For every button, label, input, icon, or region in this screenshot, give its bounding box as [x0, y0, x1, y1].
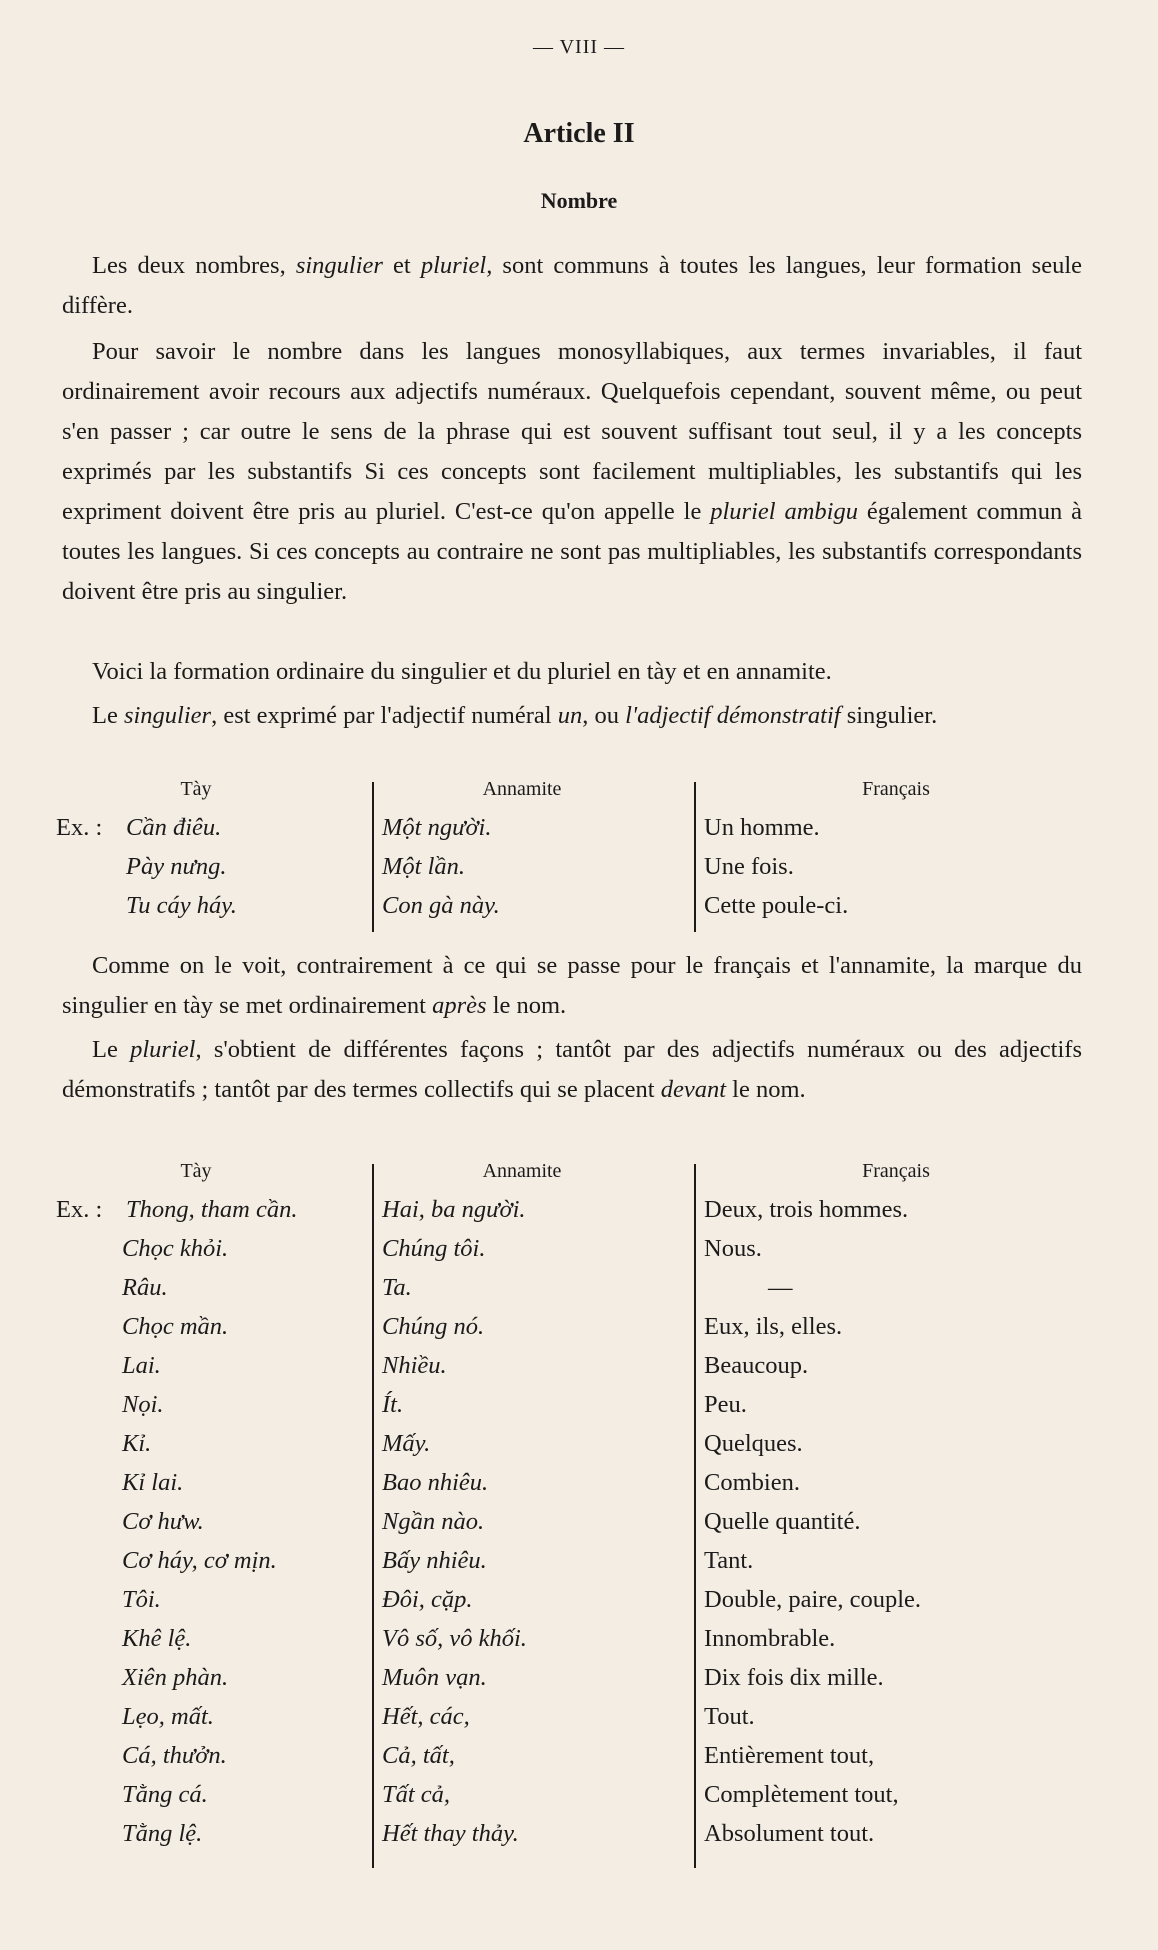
cell-tay: Chọc khỏi. [122, 1235, 229, 1262]
paragraph-3: Voici la formation ordinaire du singulier et du pluriel en tày et en annamite. [92, 658, 832, 685]
cell-annamite: Bấy nhiêu. [382, 1547, 487, 1574]
cell-tay: Tu cáy háy. [126, 892, 237, 919]
section-title: Nombre [540, 188, 618, 213]
cell-tay: Tằng lệ. [122, 1820, 203, 1847]
table-row [56, 1313, 1086, 1352]
cell-tay: Pày nưng. [126, 853, 227, 880]
header-francais: Français [862, 778, 930, 800]
cell-francais: Combien. [704, 1469, 800, 1496]
cell-francais: Un homme. [704, 814, 820, 841]
ex-label: Ex. : [56, 814, 103, 841]
cell-francais: Eux, ils, elles. [704, 1313, 843, 1340]
header-tay: Tày [180, 778, 212, 800]
singular-table [56, 778, 1086, 931]
cell-annamite: Con gà này. [382, 892, 500, 919]
table-header [56, 1160, 1086, 1196]
cell-annamite: Nhiều. [382, 1352, 447, 1379]
table-row [56, 814, 1086, 853]
cell-annamite: Ta. [382, 1274, 412, 1301]
paragraph-6: Le pluriel, s'obtient de différentes façons ; tantôt par des adjectifs numéraux ou des adjectifs démonstratifs ; tantôt par des termes collectifs qui se placent devant le nom. [62, 1036, 1082, 1103]
cell-francais: Tout. [704, 1703, 755, 1730]
cell-francais: — [768, 1274, 793, 1301]
cell-tay: Thong, tham cần. [126, 1196, 298, 1223]
cell-annamite: Chúng nó. [382, 1313, 485, 1340]
table-row [56, 853, 1086, 892]
table-row [56, 1430, 1086, 1469]
cell-tay: Cơ háy, cơ mịn. [122, 1547, 277, 1574]
table-row [56, 1586, 1086, 1625]
cell-francais: Double, paire, couple. [704, 1586, 922, 1613]
cell-annamite: Mấy. [382, 1430, 431, 1457]
cell-annamite: Cả, tất, [382, 1742, 455, 1769]
cell-francais: Absolument tout. [704, 1820, 875, 1847]
paragraph-5: Comme on le voit, contrairement à ce qui se passe pour le français et l'annamite, la marque du singulier en tày se met ordinairement après le nom. [62, 952, 1082, 1019]
header-francais: Français [862, 1160, 930, 1182]
cell-annamite: Ngần nào. [382, 1508, 485, 1535]
cell-tay: Râu. [122, 1274, 168, 1301]
table-row [56, 1664, 1086, 1703]
cell-francais: Dix fois dix mille. [704, 1664, 884, 1691]
table-row [56, 1274, 1086, 1313]
table-row [56, 1196, 1086, 1235]
cell-annamite: Vô số, vô khối. [382, 1625, 527, 1652]
cell-tay: Cá, thưởn. [122, 1742, 227, 1769]
cell-francais: Innombrable. [704, 1625, 836, 1652]
cell-annamite: Tất cả, [382, 1781, 451, 1808]
table-row [56, 1235, 1086, 1274]
plural-table [56, 1160, 1086, 1859]
cell-annamite: Đôi, cặp. [382, 1586, 473, 1613]
table-row [56, 1352, 1086, 1391]
article-title: Article II [523, 118, 635, 149]
cell-annamite: Một người. [382, 814, 492, 841]
cell-francais: Une fois. [704, 853, 794, 880]
paragraph-2: Pour savoir le nombre dans les langues monosyllabiques, aux termes invariables, il faut ordinairement avoir recours aux adjectifs numéraux. Quelquefois cependant, souvent même, ou peut s'en passer ; car outre le sens de la phrase qui est souvent suffisant tout seul, il y a les concepts exprimés par les substantifs Si ces concepts sont facilement multipliables, les substantifs qui les expriment doivent être pris au pluriel. C'est-ce qu'on appelle le pluriel ambigu également commun à toutes les langues. Si ces concepts au contraire ne sont pas multipliables, les substantifs correspondants doivent être pris au singulier. [62, 338, 1082, 605]
cell-annamite: Muôn vạn. [382, 1664, 487, 1691]
cell-tay: Cơ hưw. [122, 1508, 204, 1535]
cell-tay: Lẹo, mất. [122, 1703, 214, 1730]
cell-francais: Entièrement tout, [704, 1742, 875, 1769]
table-row [56, 1781, 1086, 1820]
table-row [56, 1820, 1086, 1859]
cell-annamite: Chúng tôi. [382, 1235, 486, 1262]
ex-label: Ex. : [56, 1196, 103, 1223]
cell-annamite: Một lần. [382, 853, 466, 880]
table-row [56, 1508, 1086, 1547]
table-row [56, 892, 1086, 931]
cell-annamite: Hết, các, [382, 1703, 470, 1730]
table-row [56, 1391, 1086, 1430]
cell-francais: Deux, trois hommes. [704, 1196, 909, 1223]
paragraph-4: Le singulier, est exprimé par l'adjectif numéral un, ou l'adjectif démonstratif singulier. [92, 702, 938, 729]
header-annamite: Annamite [482, 778, 562, 800]
cell-francais: Quelques. [704, 1430, 803, 1457]
table-row [56, 1469, 1086, 1508]
cell-tay: Kỉ lai. [122, 1469, 184, 1496]
paragraph-1: Les deux nombres, singulier et pluriel, sont communs à toutes les langues, leur formation seule diffère. [62, 252, 1083, 319]
cell-francais: Quelle quantité. [704, 1508, 861, 1535]
table-row [56, 1625, 1086, 1664]
cell-annamite: Ít. [382, 1391, 404, 1418]
cell-francais: Nous. [704, 1235, 762, 1262]
cell-francais: Cette poule-ci. [704, 892, 849, 919]
cell-tay: Xiên phàn. [122, 1664, 229, 1691]
cell-francais: Complètement tout, [704, 1781, 899, 1808]
cell-francais: Peu. [704, 1391, 747, 1418]
cell-annamite: Bao nhiêu. [382, 1469, 489, 1496]
cell-annamite: Hai, ba người. [382, 1196, 526, 1223]
cell-tay: Chọc mần. [122, 1313, 229, 1340]
table-header [56, 778, 1086, 814]
cell-francais: Tant. [704, 1547, 754, 1574]
cell-tay: Lai. [122, 1352, 161, 1379]
cell-tay: Khê lệ. [122, 1625, 192, 1652]
header-annamite: Annamite [482, 1160, 562, 1182]
cell-tay: Cần điêu. [126, 814, 222, 841]
header-tay: Tày [180, 1160, 212, 1182]
cell-tay: Kỉ. [122, 1430, 152, 1457]
table-row [56, 1742, 1086, 1781]
page-number: — VIII — [532, 36, 626, 58]
cell-tay: Nọi. [122, 1391, 164, 1418]
cell-tay: Tôi. [122, 1586, 161, 1613]
table-row [56, 1547, 1086, 1586]
cell-annamite: Hết thay thảy. [382, 1820, 519, 1847]
cell-francais: Beaucoup. [704, 1352, 809, 1379]
table-row [56, 1703, 1086, 1742]
cell-tay: Tằng cá. [122, 1781, 208, 1808]
